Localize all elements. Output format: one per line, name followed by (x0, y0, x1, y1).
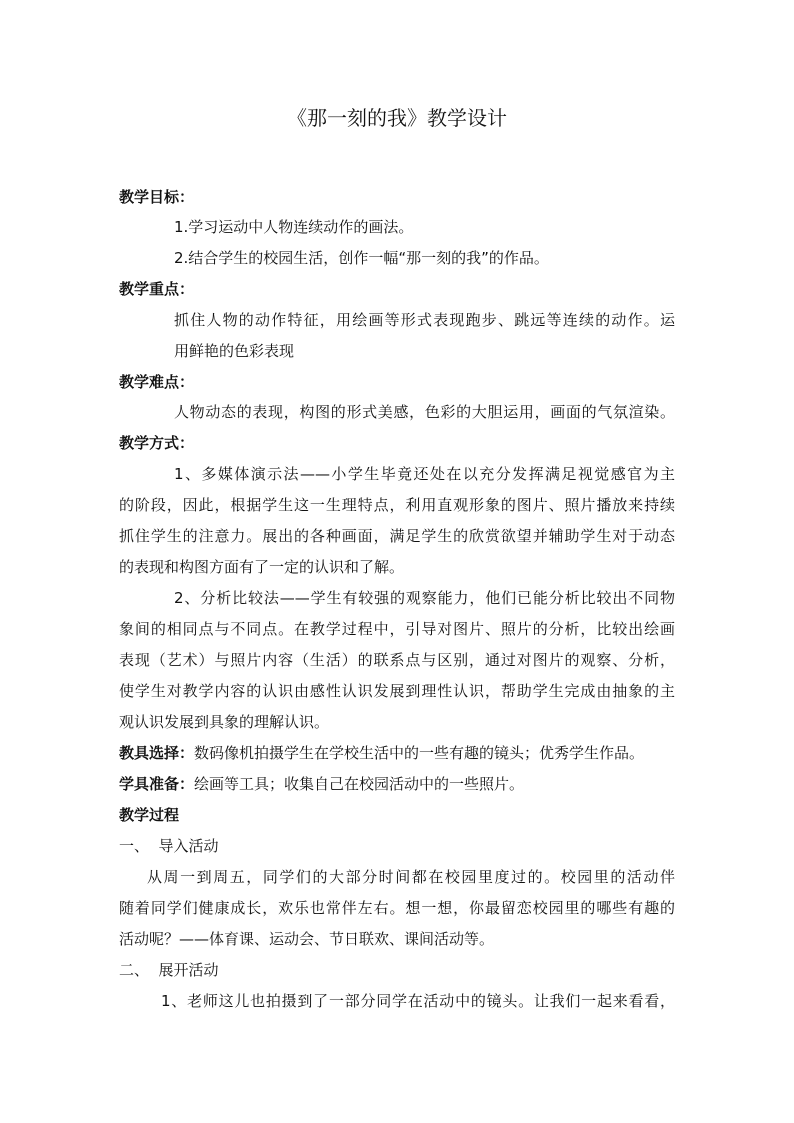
tools-row (119, 742, 644, 764)
method-2-line-5: 观认识发展到具象的理解认识。 (119, 713, 330, 731)
section-1-line-1: 从周一到周五，同学们的大部分时间都在校园里度过的。校园里的活动伴 (147, 868, 675, 886)
method-1-line-2: 的阶段，因此，根据学生这一生理特点，利用直观形象的图片、照片播放来持续 (119, 496, 675, 514)
student-tools-label: 学具准备： (119, 775, 195, 793)
difficulty-heading: 教学难点： (119, 373, 195, 391)
keypoint-text-line-2: 用鲜艳的色彩表现 (174, 342, 295, 360)
method-2-line-3: 表现（艺术）与照片内容（生活）的联系点与区别，通过对图片的观察、分析， (119, 651, 675, 669)
goals-heading: 教学目标： (119, 188, 195, 206)
method-2-line-1: 2、分析比较法——学生有较强的观察能力，他们已能分析比较出不同物 (174, 589, 675, 607)
method-heading: 教学方式： (119, 434, 195, 452)
student-tools-row (119, 773, 524, 795)
keypoint-text-line-1: 抓住人物的动作特征，用绘画等形式表现跑步、跳远等连续的动作。运 (174, 311, 675, 329)
goal-item-2: 2.结合学生的校园生活，创作一幅“那一刻的我”的作品。 (174, 249, 549, 267)
goal-item-1: 1.学习运动中人物连续动作的画法。 (174, 218, 414, 236)
keypoint-heading: 教学重点： (119, 280, 195, 298)
document-title: 《那一刻的我》教学设计 (287, 106, 507, 130)
process-heading: 教学过程 (119, 806, 180, 824)
difficulty-text: 人物动态的表现，构图的形式美感，色彩的大胆运用，画面的气氛渲染。 (174, 403, 675, 421)
method-2-line-4: 使学生对教学内容的认识由感性认识发展到理性认识，帮助学生完成由抽象的主 (119, 682, 675, 700)
method-1-line-4: 的表现和构图方面有了一定的认识和了解。 (119, 558, 405, 576)
method-2-line-2: 象间的相同点与不同点。在教学过程中，引导对图片、照片的分析，比较出绘画 (119, 620, 675, 638)
section-2-line-1: 1、老师这儿也拍摄到了一部分同学在活动中的镜头。让我们一起来看看， (161, 992, 675, 1010)
student-tools-text: 绘画等工具；收集自己在校园活动中的一些照片。 (194, 775, 525, 793)
section-1-heading: 一、 导入活动 (119, 837, 219, 855)
method-1-line-3: 抓住学生的注意力。展出的各种画面，满足学生的欣赏欲望并辅助学生对于动态 (119, 527, 675, 545)
section-2-heading: 二、 展开活动 (119, 961, 219, 979)
tools-text: 数码像机拍摄学生在学校生活中的一些有趣的镜头；优秀学生作品。 (194, 744, 645, 762)
method-1-line-1: 1、多媒体演示法——小学生毕竟还处在以充分发挥满足视觉感官为主 (174, 465, 675, 483)
section-1-line-2: 随着同学们健康成长，欢乐也常伴左右。想一想，你最留恋校园里的哪些有趣的 (119, 899, 675, 917)
section-1-line-3: 活动呢？——体育课、运动会、节日联欢、课间活动等。 (119, 930, 495, 948)
tools-label: 教具选择： (119, 744, 195, 762)
